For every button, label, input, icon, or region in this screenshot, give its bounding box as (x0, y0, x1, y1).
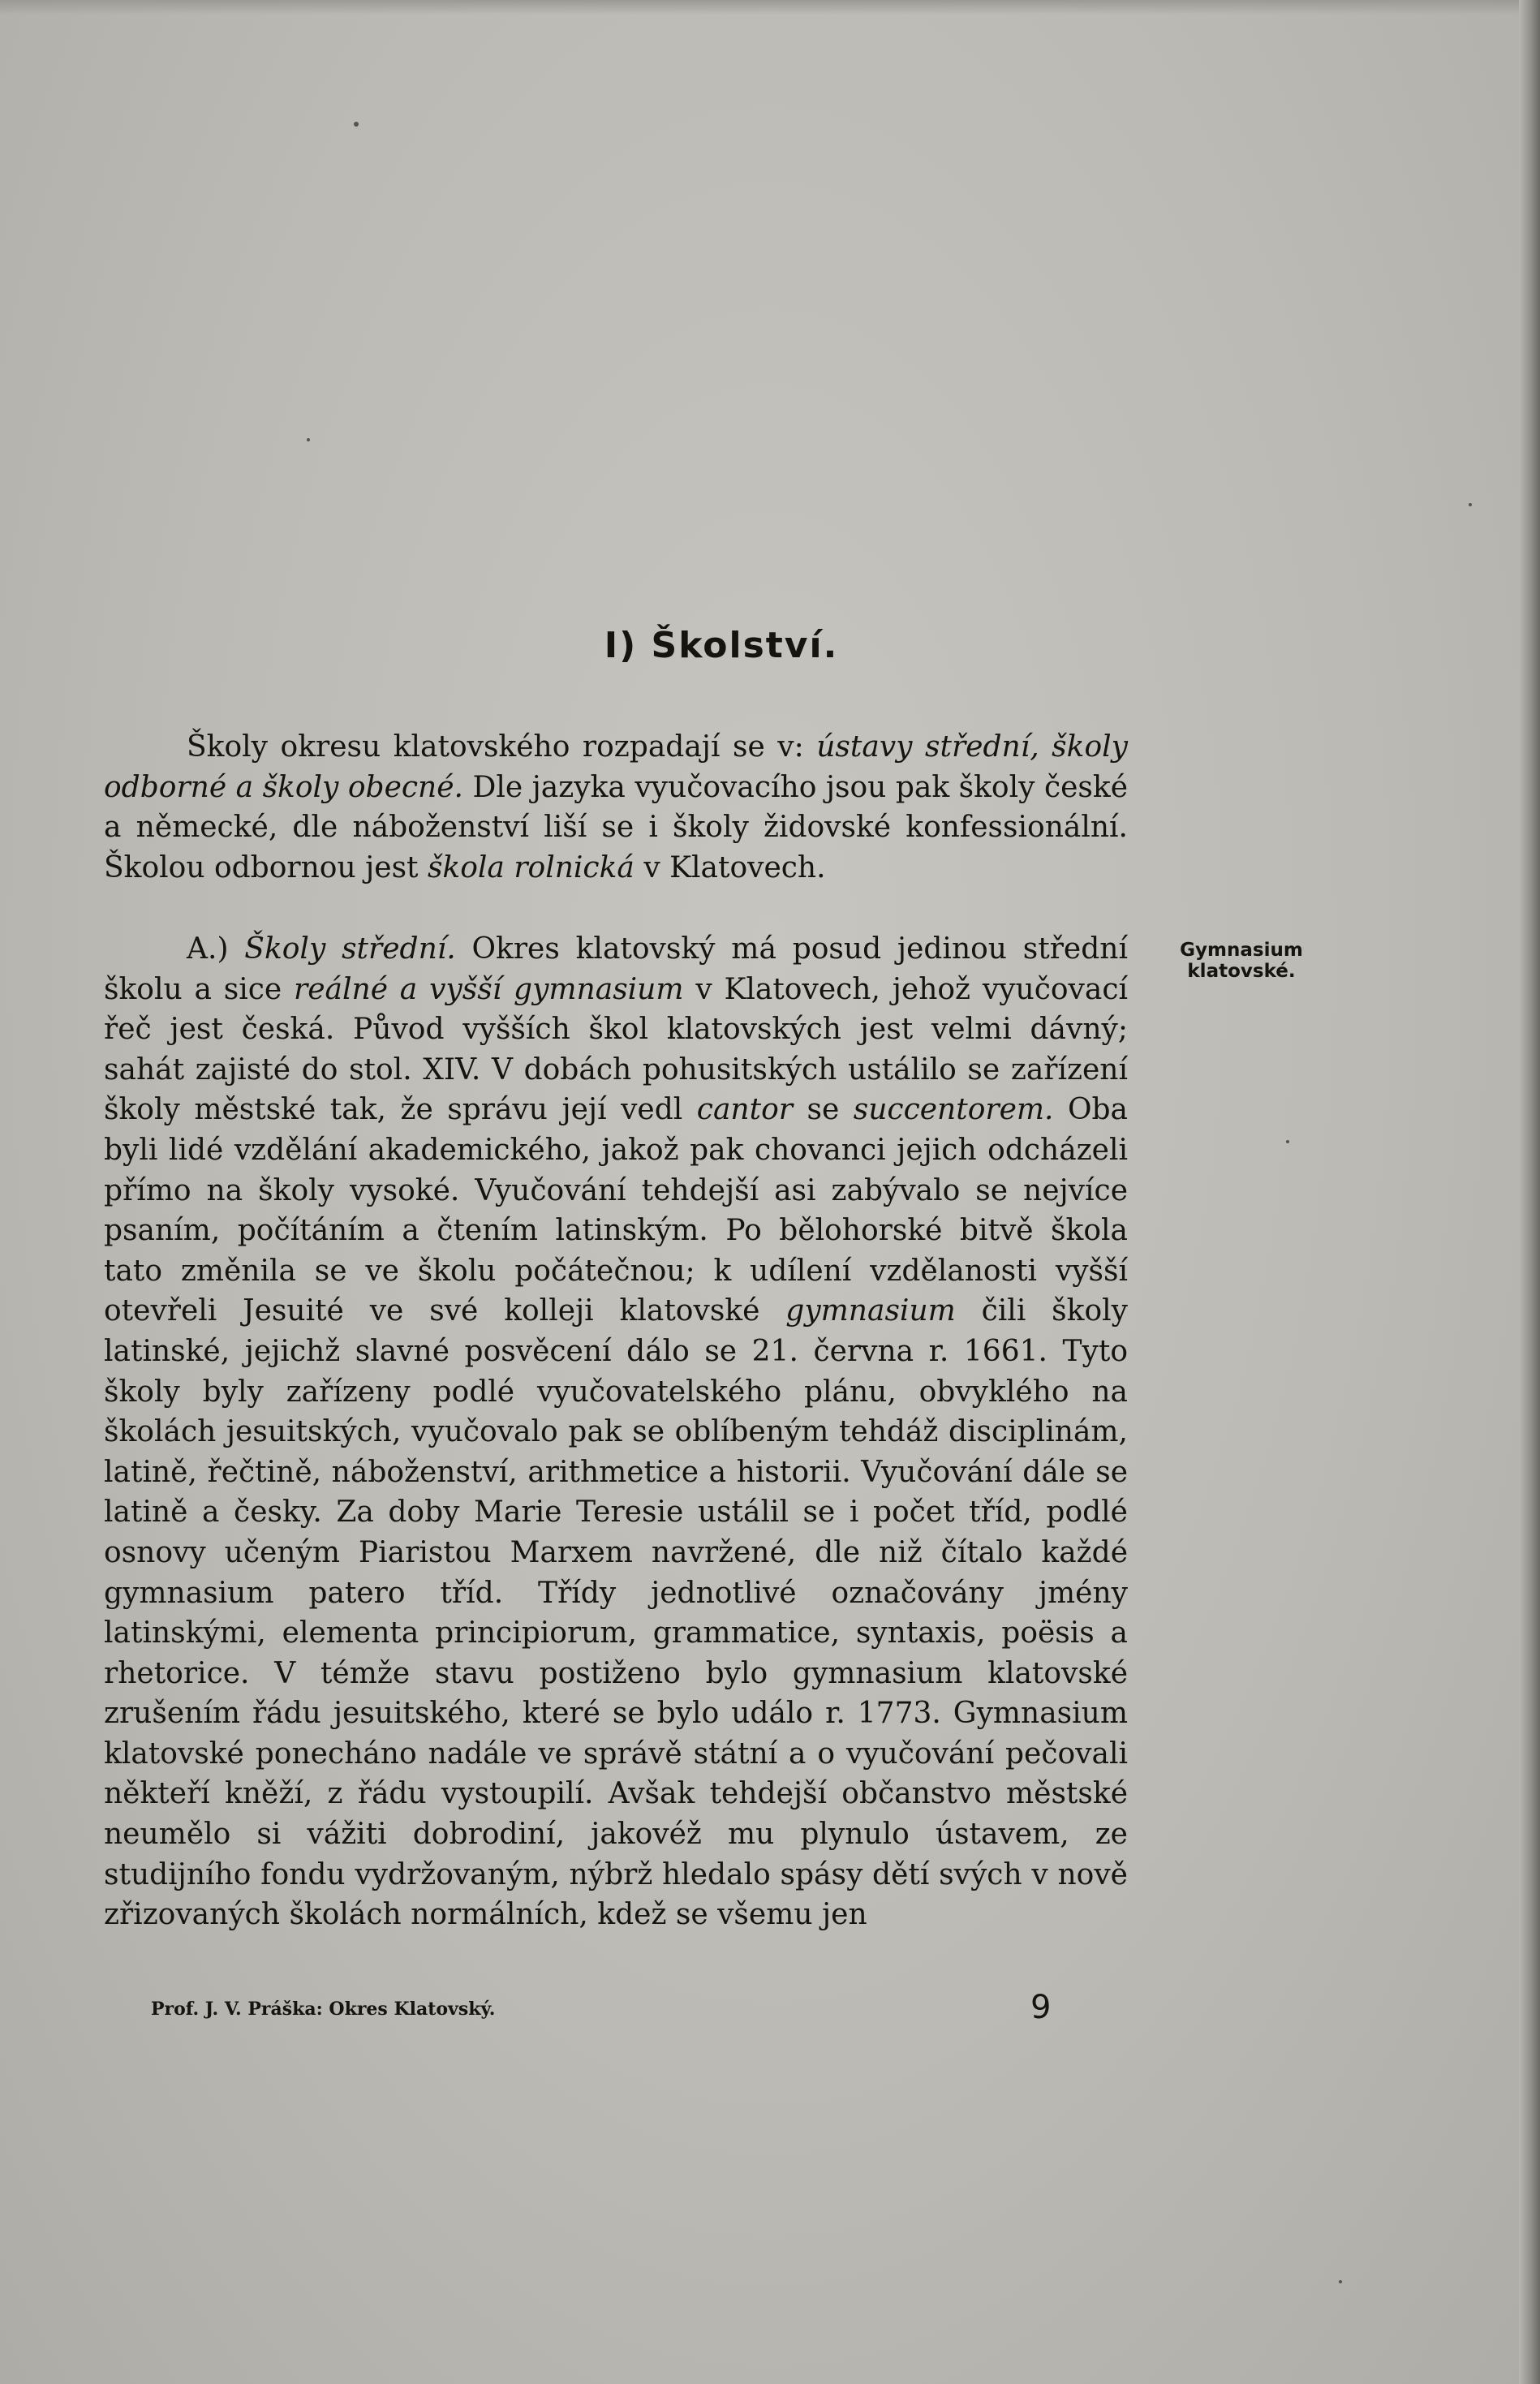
margin-note-line: klatovské. (1187, 961, 1296, 982)
secondary-schools-paragraph (104, 929, 1128, 1935)
paper-speck (307, 438, 310, 441)
body-text: Oba byli lidé vzdělání akademického, jakož pak chovanci jejich odcházeli přímo na školy vysoké. Vyučování tehdejší asi zabývalo se nejvíce psaním, počítáním a čtením latinským. Po bělohorské bitvě škola tato změnila se ve školu počátečnou; k udílení vzdělanosti vyšší otevřeli Jesuité ve své kolleji klatovské (104, 1093, 1128, 1328)
body-emphasis: gymnasium (785, 1294, 956, 1328)
body-emphasis: Školy střední. (244, 932, 456, 966)
paper-speck (1339, 2280, 1342, 2283)
body-text: Okres klatovský má posud jedinou střední školu a sice (104, 932, 1128, 1006)
body-text: se (792, 1093, 854, 1127)
section-heading: I) Školství. (604, 625, 839, 666)
intro-emphasis: ústavy střední, školy odborné a školy obecné. (104, 730, 1128, 804)
footer-credit: Prof. J. V. Práška: Okres Klatovský. (151, 1999, 496, 2020)
paper-speck (354, 122, 359, 127)
paper-speck (1469, 503, 1472, 506)
page-number: 9 (1030, 1989, 1052, 2026)
intro-emphasis: škola rolnická (427, 850, 634, 884)
intro-paragraph (104, 727, 1128, 888)
body-emphasis: cantor (696, 1093, 793, 1127)
body-text: v Klatovech, jehož vyučovací řeč jest česká. Původ vyšších škol klatovských jest velmi dávný; sahát zajisté do stol. XIV. V dobách pohusitských ustálilo se zařízení školy městské tak, že správu její vedl (104, 972, 1129, 1127)
page-right-edge-shadow (1519, 0, 1540, 2384)
intro-text: Dle jazyka vyučovacího jsou pak školy české a německé, dle náboženství liší se i školy židovské konfessionální. Školou odbornou jest (104, 770, 1129, 884)
margin-note (1152, 940, 1331, 982)
page-top-edge-shadow (0, 0, 1540, 15)
body-emphasis: succentorem. (853, 1093, 1054, 1127)
margin-note-line: Gymnasium (1180, 940, 1303, 961)
paper-speck (1286, 1140, 1289, 1143)
intro-text: v Klatovech. (634, 850, 826, 884)
body-text: čili školy latinské, jejichž slavné posvěcení dálo se 21. června r. 1661. Tyto školy byly zařízeny podlé vyučovatelského plánu, obvyklého na školách jesuitských, vyučovalo pak se oblíbeným tehdáž disciplinám, latině, řečtině, náboženství, arithmetice a historii. Vyučování dále se latině a česky. Za doby Marie Teresie ustálil se i počet tříd, podlé osnovy učeným Piaristou Marxem navržené, dle niž čítalo každé gymnasium patero tříd. Třídy jednotlivé označovány jmény latinskými, elementa principiorum, grammatice, syntaxis, poësis a rhetorice. V témže stavu postiženo bylo gymnasium klatovské zrušením řádu jesuitského, které se bylo událo r. 1773. Gymnasium klatovské ponecháno nadále ve správě státní a o vyučování pečovali někteří kněží, z řádu vystoupilí. Avšak tehdejší občanstvo městské neumělo si vážiti dobrodiní, jakovéž mu plynulo ústavem, ze studijního fondu vydržovaným, nýbrž hledalo spásy dětí svých v nově zřizovaných školách normálních, kdež se všemu jen (104, 1294, 1128, 1932)
body-text: A.) (187, 932, 245, 966)
intro-text: Školy okresu klatovského rozpadají se v: (187, 730, 817, 764)
body-emphasis: reálné a vyšší gymnasium (294, 972, 684, 1006)
